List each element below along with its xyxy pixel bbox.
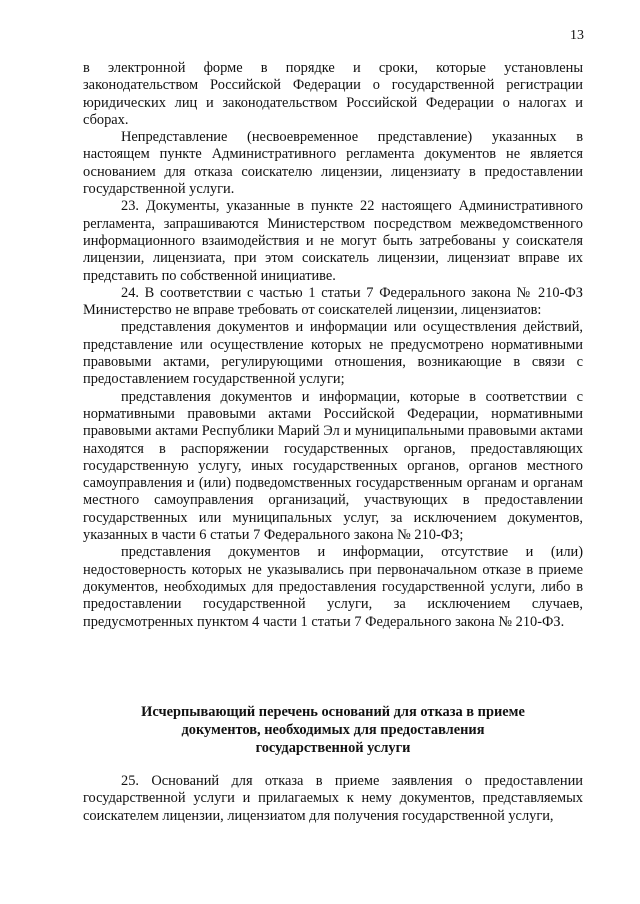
paragraph-item-23: 23. Документы, указанные в пункте 22 настоящего Административного регламента, запрашиваются Министерством посредством межведомственного информационного взаимодействия и не могут быть затребованы у соискателя лицензии, лицензиата, при этом соискатель лицензии, лицензиат вправе их представить по собственной инициативе.: [83, 198, 583, 284]
section-heading-line-3: государственной услуги: [255, 740, 411, 756]
paragraph-registration-law: в электронной форме в порядке и сроки, которые установлены законодательством Российской Федерации о государственной регистрации юридических лиц и законодательством Российской Федерации о налогах и сборах.: [83, 60, 583, 128]
paragraph-item-24: 24. В соответствии с частью 1 статьи 7 Федерального закона № 210-ФЗ Министерство не вправе требовать от соискателей лицензии, лицензиатов:: [83, 284, 583, 319]
section-heading-line-2: документов, необходимых для предоставления: [181, 722, 485, 738]
body-text-lower: [83, 773, 583, 825]
body-text-upper: [83, 60, 583, 631]
paragraph-item-24-clause-3: представления документов и информации, отсутствие и (или) недостоверность которых не указывались при первоначальном отказе в приеме документов, необходимых для предоставления государственной услуги, либо в предоставлении государственной услуги, за исключением случаев, предусмотренных пунктом 4 части 1 статьи 7 Федерального закона № 210-ФЗ.: [83, 544, 583, 630]
section-heading: [83, 703, 583, 757]
paragraph-item-24-clause-1: представления документов и информации или осуществления действий, представление или осуществление которых не предусмотрено нормативными правовыми актами, регулирующими отношения, возникающие в связи с предоставлением государственной услуги;: [83, 319, 583, 388]
page-number: 13: [570, 28, 584, 43]
paragraph-item-24-clause-2: представления документов и информации, которые в соответствии с нормативными правовыми актами Российской Федерации, нормативными правовыми актами Республики Марий Эл и муниципальными правовыми актами находятся в распоряжении государственных органов, предоставляющих государственную услугу, иных государственных органов, органов местного самоуправления и (или) подведомственных государственным органам и органам местного самоуправления организаций, участвующих в предоставлении государственных или муниципальных услуг, за исключением документов, указанных в части 6 статьи 7 Федерального закона № 210-ФЗ;: [83, 388, 583, 544]
paragraph-item-25: 25. Оснований для отказа в приеме заявления о предоставлении государственной услуги и прилагаемых к нему документов, представляемых соискателем лицензии, лицензиатом для получения государственной услуги,: [83, 773, 583, 824]
paragraph-non-submission: Непредставление (несвоевременное представление) указанных в настоящем пункте Административного регламента документов не является основанием для отказа соискателю лицензии, лицензиату в предоставлении государственной услуги.: [83, 129, 583, 198]
section-heading-line-1: Исчерпывающий перечень оснований для отказа в приеме: [141, 704, 525, 720]
